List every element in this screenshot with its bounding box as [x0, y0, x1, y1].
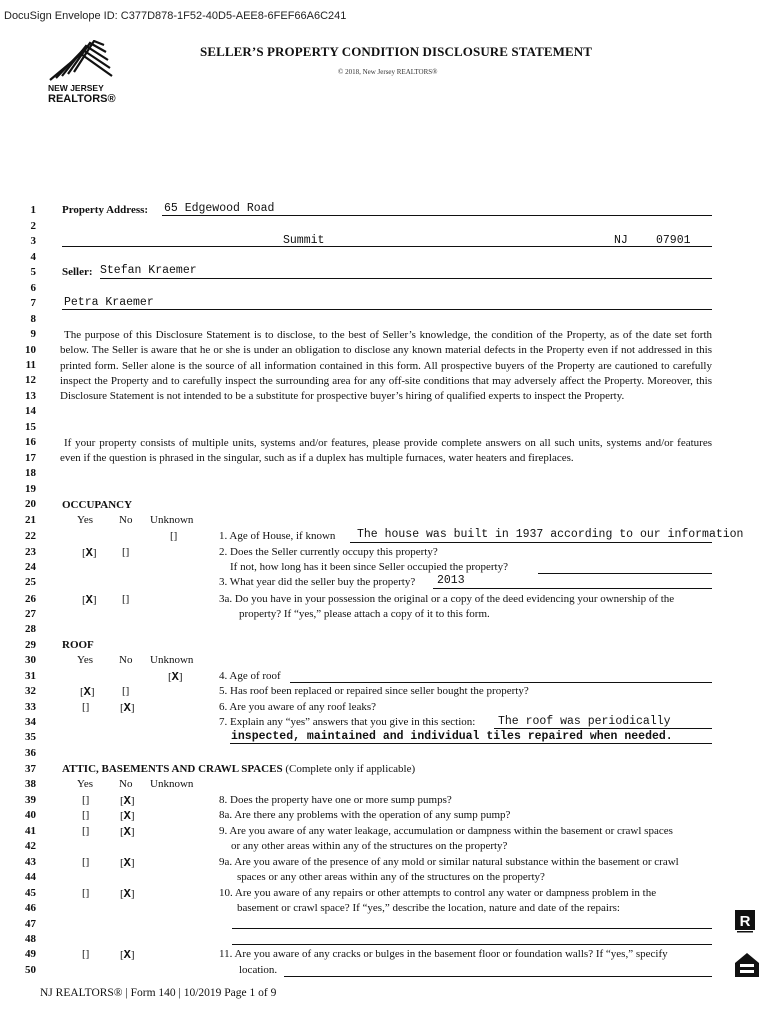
roof-col-yes: Yes — [77, 654, 94, 666]
line-number: 38 — [25, 778, 36, 790]
line-number: 45 — [25, 887, 36, 899]
line-number: 32 — [25, 685, 36, 697]
line-number: 44 — [25, 871, 36, 883]
col-yes: Yes — [77, 514, 94, 526]
q3-answer: 2013 — [437, 574, 465, 587]
line-number: 34 — [25, 716, 36, 728]
seller-1: Stefan Kraemer — [100, 264, 197, 277]
occupancy-heading: OCCUPANCY — [62, 499, 133, 511]
envelope-id: DocuSign Envelope ID: C377D878-1F52-40D5-AEE8-6FEF66A6C241 — [4, 10, 347, 22]
q11-yes-box[interactable]: [] — [82, 948, 90, 960]
roof-heading: ROOF — [62, 639, 94, 651]
line-number: 21 — [25, 514, 36, 526]
svg-text:R: R — [739, 913, 751, 930]
q5-no-box[interactable]: [] — [122, 685, 130, 697]
q8a-text: 8a. Are there any problems with the operation of any sump pump? — [219, 809, 511, 821]
property-street: 65 Edgewood Road — [164, 202, 275, 215]
q8a-yes-box[interactable]: [] — [82, 809, 90, 821]
line-number: 22 — [25, 530, 36, 542]
document-title: SELLER’S PROPERTY CONDITION DISCLOSURE STATEMENT — [200, 44, 593, 59]
q5-yes-box[interactable]: [X] — [80, 685, 95, 699]
q6-text: 6. Are you aware of any roof leaks? — [219, 701, 376, 713]
q10-yes-box[interactable]: [] — [82, 887, 90, 899]
line-number: 12 — [25, 374, 36, 386]
attic-col-yes: Yes — [77, 778, 94, 790]
logo-line1: NEW JERSEY — [48, 83, 104, 93]
property-zip: 07901 — [656, 234, 691, 247]
q8-no-box[interactable]: [X] — [120, 794, 135, 808]
q5-text: 5. Has roof been replaced or repaired since seller bought the property? — [219, 685, 529, 697]
attic-heading-row — [62, 763, 415, 775]
seller-label: Seller: — [62, 266, 93, 278]
q7-answer-2: inspected, maintained and individual tiles repaired when needed. — [231, 730, 673, 743]
q9a-no-box[interactable]: [X] — [120, 856, 135, 870]
line-number: 42 — [25, 840, 36, 852]
property-address-label: Property Address: — [62, 204, 149, 216]
line-number: 48 — [25, 933, 36, 945]
q11-text-2: location. — [239, 964, 278, 976]
line-number: 19 — [25, 483, 36, 495]
line-number: 43 — [25, 856, 36, 868]
q6-no-box[interactable]: [X] — [120, 701, 135, 715]
q6-yes-box[interactable]: [] — [82, 701, 90, 713]
line-number: 9 — [30, 328, 36, 340]
line-number: 36 — [25, 747, 36, 759]
line-number: 7 — [30, 297, 36, 309]
line-number: 33 — [25, 701, 36, 713]
q7-answer-1: The roof was periodically — [498, 715, 671, 728]
q10-text-2: basement or crawl space? If “yes,” describe the location, nature and date of the repairs: — [237, 902, 620, 914]
q9-no-box[interactable]: [X] — [120, 825, 135, 839]
line-number: 13 — [25, 390, 36, 402]
attic-col-unknown: Unknown — [150, 778, 194, 790]
roof-col-no: No — [119, 654, 133, 666]
q3a-yes-box[interactable]: [X] — [82, 593, 97, 607]
q2b-text: If not, how long has it been since Seller occupied the property? — [230, 561, 508, 573]
q9a-text: 9a. Are you aware of the presence of any mold or similar natural substance within the basement or crawl — [219, 856, 679, 868]
line-number: 49 — [25, 948, 36, 960]
multi-unit-paragraph: If your property consists of multiple units, systems and/or features, please provide complete answers on all such units, systems and/or features even if the question is phrased in the singular, such as if a duplex has multiple furnaces, water heaters and fireplaces. — [60, 437, 712, 465]
property-city: Summit — [283, 234, 325, 247]
q9a-yes-box[interactable]: [] — [82, 856, 90, 868]
q3-line — [433, 576, 712, 589]
line-number: 25 — [25, 576, 36, 588]
line-number: 37 — [25, 763, 36, 775]
q1-answer: The house was built in 1937 according to our information — [357, 528, 744, 541]
line-number: 35 — [25, 731, 36, 743]
line-number: 15 — [25, 421, 36, 433]
line-number: 17 — [25, 452, 36, 464]
seller-line-2 — [62, 297, 712, 310]
realtor-r-logo-icon — [735, 910, 755, 934]
q4-line — [290, 670, 712, 683]
q9a-text-2: spaces or any other areas within any of the structures on the property? — [237, 871, 545, 883]
q4-unknown-box[interactable]: [X] — [168, 670, 183, 684]
q2b-line — [538, 561, 712, 574]
line-number: 50 — [25, 964, 36, 976]
line-number: 47 — [25, 918, 36, 930]
q1-unknown-box[interactable]: [] — [170, 530, 178, 542]
q7-text: 7. Explain any “yes” answers that you give in this section: — [219, 716, 476, 728]
attic-heading: ATTIC, BASEMENTS AND CRAWL SPACES — [62, 763, 283, 775]
line-number: 3 — [30, 235, 36, 247]
q10-text: 10. Are you aware of any repairs or other attempts to control any water or dampness problem in the — [219, 887, 657, 899]
q8-text: 8. Does the property have one or more sump pumps? — [219, 794, 452, 806]
line-number: 11 — [25, 359, 36, 371]
attic-col-no: No — [119, 778, 133, 790]
purpose-paragraph: The purpose of this Disclosure Statement is to disclose, to the best of Seller’s knowledge, the condition of the Property, as of the date set forth below. The Seller is aware that he or she is under an obligation to disclose any known material defects in the Property even if not addressed in this printed form. Seller alone is the source of all information contained in this form. All prospective buyers of the Property are cautioned to carefully inspect the Property and to carefully inspect the surrounding area for any off-site conditions that may adversely affect the Property. Moreover, this Disclosure Statement is not intended to be a substitute for prospective buyer’s hiring of qualified experts to inspect the Property. — [60, 329, 712, 403]
q10-line-2 — [232, 932, 712, 945]
line-number: 20 — [25, 498, 36, 510]
logo-line2: REALTORS® — [48, 93, 116, 105]
line-number: 2 — [30, 220, 36, 232]
line-number: 14 — [25, 405, 36, 417]
line-number: 29 — [25, 639, 36, 651]
q1-text: 1. Age of House, if known — [219, 530, 336, 542]
q11-no-box[interactable]: [X] — [120, 948, 135, 962]
copyright: © 2018, New Jersey REALTORS® — [338, 68, 438, 76]
q11-line — [284, 964, 712, 977]
line-number: 4 — [30, 251, 36, 263]
q3a-no-box[interactable]: [] — [122, 593, 130, 605]
seller-2: Petra Kraemer — [64, 296, 154, 309]
line-number: 24 — [25, 561, 36, 573]
footer: NJ REALTORS® | Form 140 | 10/2019 Page 1 of 9 — [40, 987, 277, 999]
line-number: 8 — [30, 313, 36, 325]
line-number: 30 — [25, 654, 36, 666]
q2-text: 2. Does the Seller currently occupy this property? — [219, 546, 438, 558]
line-number: 5 — [30, 266, 36, 278]
line-number: 28 — [25, 623, 36, 635]
q9-yes-box[interactable]: [] — [82, 825, 90, 837]
line-number: 18 — [25, 467, 36, 479]
q9-text: 9. Are you aware of any water leakage, accumulation or dampness within the basement or crawl spaces — [219, 825, 673, 837]
line-number: 46 — [25, 902, 36, 914]
q3a-text: 3a. Do you have in your possession the original or a copy of the deed evidencing your ownership of the — [219, 593, 675, 605]
line-number: 31 — [25, 670, 36, 682]
roof-col-unknown: Unknown — [150, 654, 194, 666]
line-number: 1 — [30, 204, 36, 216]
house-roof-icon — [48, 40, 114, 82]
line-number: 27 — [25, 608, 36, 620]
q8a-no-box[interactable]: [X] — [120, 809, 135, 823]
line-number: 39 — [25, 794, 36, 806]
q9-text-2: or any other areas within any of the structures on the property? — [231, 840, 508, 852]
line-number: 26 — [25, 593, 36, 605]
q10-no-box[interactable]: [X] — [120, 887, 135, 901]
q3-text: 3. What year did the seller buy the property? — [219, 576, 416, 588]
q3a-text-2: property? If “yes,” please attach a copy of it to this form. — [239, 608, 490, 620]
q8-yes-box[interactable]: [] — [82, 794, 90, 806]
q2-yes-box[interactable]: [X] — [82, 546, 97, 560]
q10-line-1 — [232, 916, 712, 929]
line-number: 6 — [30, 282, 36, 294]
attic-note: (Complete only if applicable) — [285, 763, 416, 775]
q2-no-box[interactable]: [] — [122, 546, 130, 558]
property-state: NJ — [614, 234, 628, 247]
line-number: 23 — [25, 546, 36, 558]
line-number: 10 — [25, 344, 36, 356]
equal-housing-icon — [732, 950, 762, 980]
nj-realtors-logo — [48, 40, 118, 110]
q4-text: 4. Age of roof — [219, 670, 281, 682]
col-no: No — [119, 514, 133, 526]
line-number: 41 — [25, 825, 36, 837]
line-number: 16 — [25, 436, 36, 448]
q11-text: 11. Are you aware of any cracks or bulges in the basement floor or foundation walls? If “yes,” specify — [219, 948, 668, 960]
col-unknown: Unknown — [150, 514, 194, 526]
line-number: 40 — [25, 809, 36, 821]
